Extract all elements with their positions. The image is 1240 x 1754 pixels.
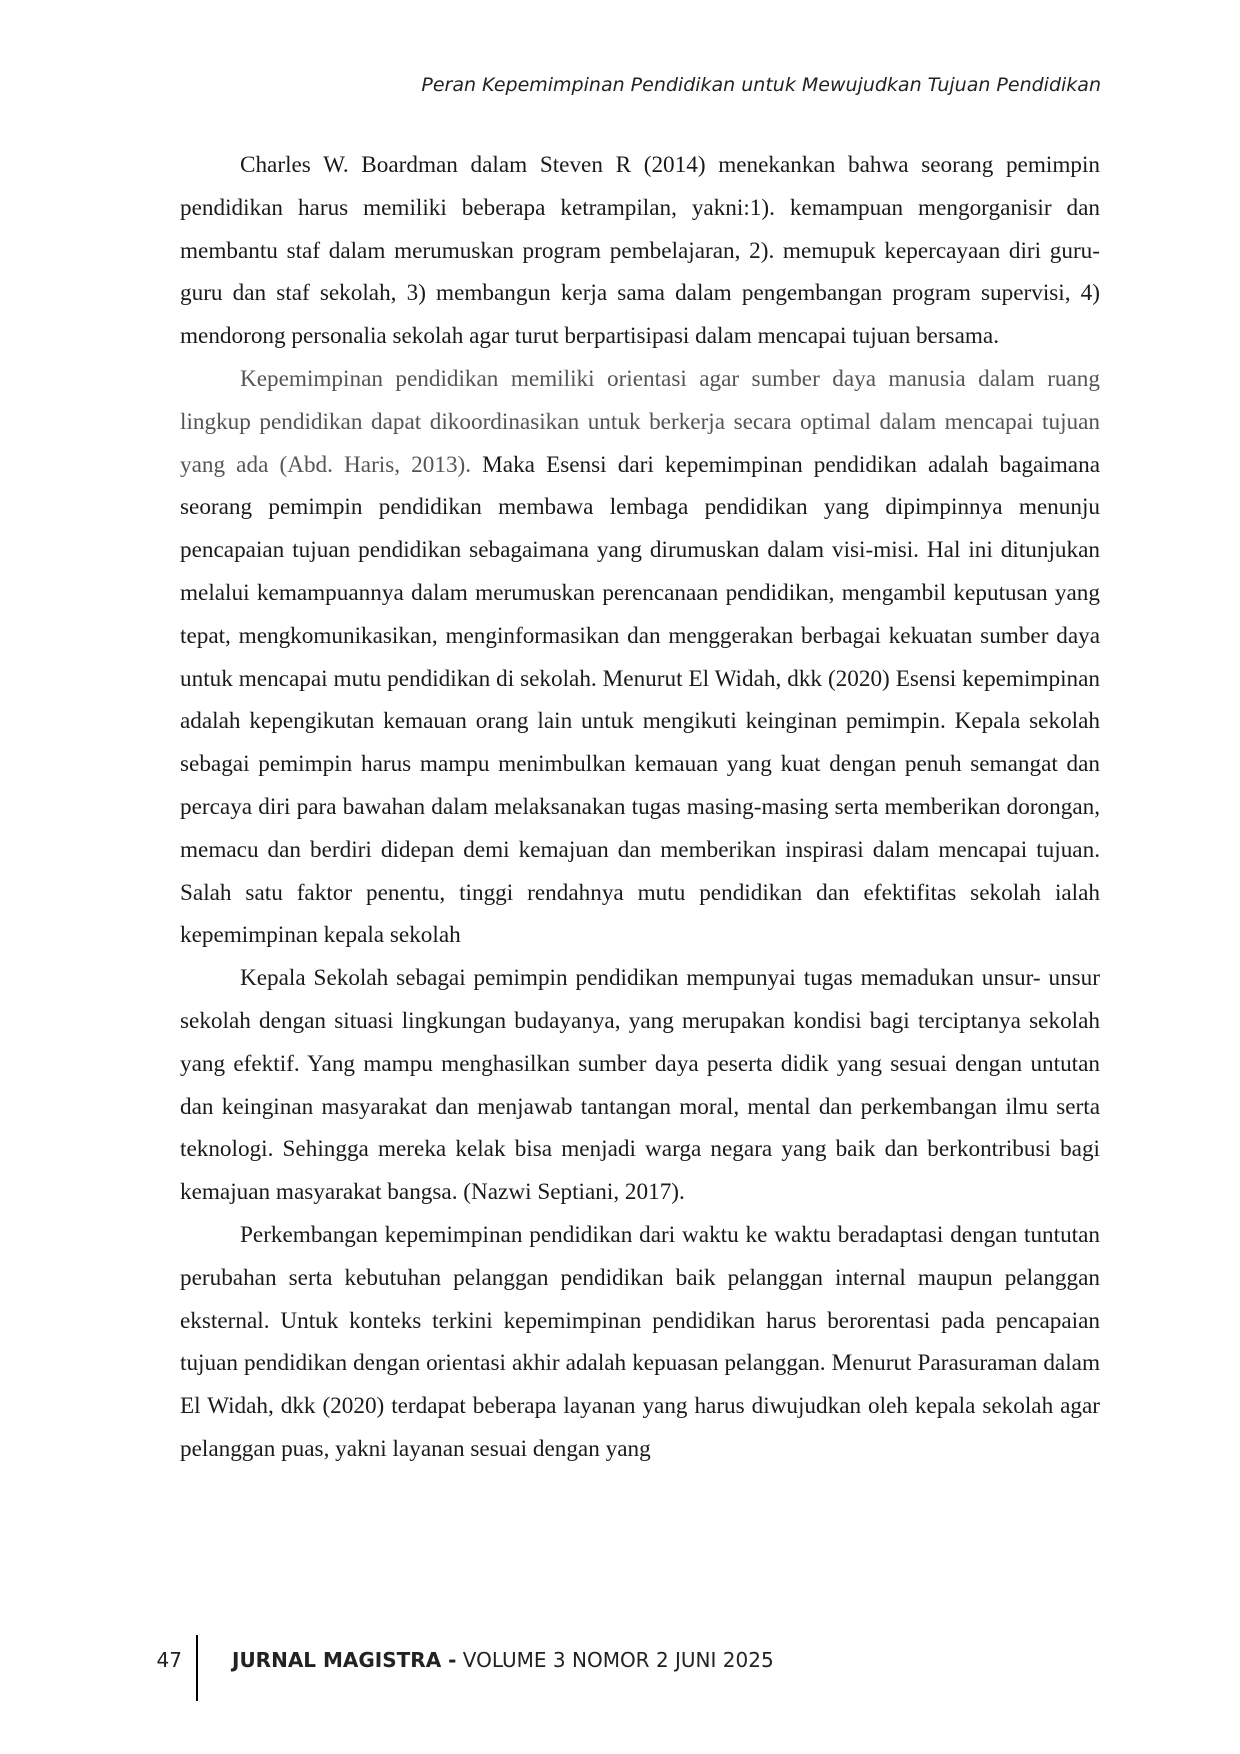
running-header: Peran Kepemimpinan Pendidikan untuk Mewujudkan Tujuan Pendidikan [421, 74, 1101, 96]
paragraph-2-continuation: Maka Esensi dari kepemimpinan pendidikan adalah bagaimana seorang pemimpin pendidikan membawa lembaga pendidikan yang dipimpinnya menunju pencapaian tujuan pendidikan sebagaimana yang dirumuskan dalam visi-misi. Hal ini ditunjukan melalui kemampuannya dalam merumuskan perencanaan pendidikan, mengambil keputusan yang tepat, mengkomunikasikan, menginformasikan dan menggerakan berbagai kekuatan sumber daya untuk mencapai mutu pendidikan di sekolah. Menurut El Widah, dkk (2020) Esensi kepemimpinan adalah kepengikutan kemauan orang lain untuk mengikuti keinginan pemimpin. Kepala sekolah sebagai pemimpin harus mampu menimbulkan kemauan yang kuat dengan penuh semangat dan percaya diri para bawahan dalam melaksanakan tugas masing-masing serta memberikan dorongan, memacu dan berdiri didepan demi kemajuan dan memberikan inspirasi dalam mencapai tujuan. Salah satu faktor penentu, tinggi rendahnya mutu pendidikan dan efektifitas sekolah ialah kepemimpinan kepala sekolah [180, 451, 1100, 949]
paragraph-2 [180, 358, 1100, 957]
article-body [180, 144, 1100, 1471]
paragraph-2-cited-sentence: Kepemimpinan pendidikan memiliki orientasi agar sumber daya manusia dalam ruang lingkup pendidikan dapat dikoordinasikan untuk berkerja secara optimal dalam mencapai tujuan yang ada (Abd. Haris, 2013). [180, 365, 1100, 478]
footer-divider [196, 1635, 198, 1701]
journal-issue: VOLUME 3 NOMOR 2 JUNI 2025 [456, 1648, 774, 1672]
paragraph-3: Kepala Sekolah sebagai pemimpin pendidikan mempunyai tugas memadukan unsur- unsur sekolah dengan situasi lingkungan budayanya, yang merupakan kondisi bagi terciptanya sekolah yang efektif. Yang mampu menghasilkan sumber daya peserta didik yang sesuai dengan untutan dan keinginan masyarakat dan menjawab tantangan moral, mental dan perkembangan ilmu serta teknologi. Sehingga mereka kelak bisa menjadi warga negara yang baik dan berkontribusi bagi kemajuan masyarakat bangsa. (Nazwi Septiani, 2017). [180, 965, 1100, 1206]
journal-citation [232, 1648, 774, 1672]
paragraph-4: Perkembangan kepemimpinan pendidikan dari waktu ke waktu beradaptasi dengan tuntutan perubahan serta kebutuhan pelanggan pendidikan baik pelanggan internal maupun pelanggan eksternal. Untuk konteks terkini kepemimpinan pendidikan harus berorentasi pada pencapaian tujuan pendidikan dengan orientasi akhir adalah kepuasan pelanggan. Menurut Parasuraman dalam El Widah, dkk (2020) terdapat beberapa layanan yang harus diwujudkan oleh kepala sekolah agar pelanggan puas, yakni layanan sesuai dengan yang [180, 1221, 1100, 1462]
journal-name: JURNAL MAGISTRA - [232, 1648, 457, 1672]
page-footer [150, 1635, 774, 1701]
page-number: 47 [156, 1648, 182, 1672]
paragraph-1: Charles W. Boardman dalam Steven R (2014) menekankan bahwa seorang pemimpin pendidikan harus memiliki beberapa ketrampilan, yakni:1). kemampuan mengorganisir dan membantu staf dalam merumuskan program pembelajaran, 2). memupuk kepercayaan diri guru-guru dan staf sekolah, 3) membangun kerja sama dalam pengembangan program supervisi, 4) mendorong personalia sekolah agar turut berpartisipasi dalam mencapai tujuan bersama. [180, 152, 1100, 350]
